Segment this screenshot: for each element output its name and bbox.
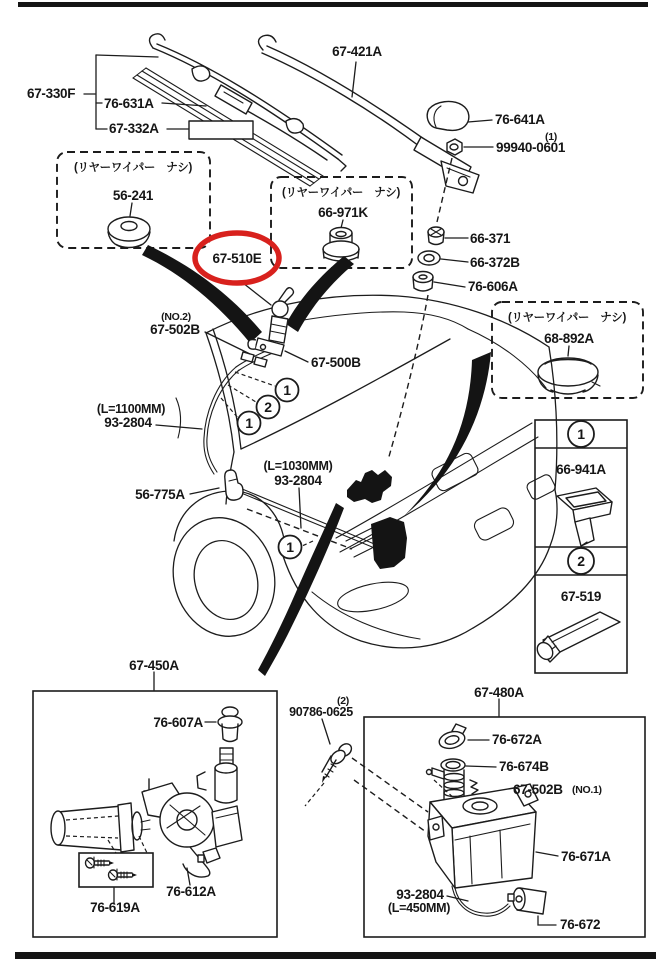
callout-1c: 1 [286, 539, 294, 555]
callout-2a: 2 [264, 399, 272, 415]
callout-1b: 1 [245, 415, 253, 431]
label-blade-rubber[interactable]: 67-332A [109, 121, 159, 136]
legend-num-2: 2 [577, 553, 585, 569]
label-blade-set[interactable]: 67-330F [27, 86, 76, 101]
label-tank-box-title[interactable]: 67-480A [474, 685, 524, 700]
label-hose-no2[interactable]: 67-502B [150, 322, 200, 337]
note-no-rear-wiper-3: (リヤーワイパー ナシ) [507, 312, 627, 324]
label-tube-front-len: (L=1100MM) [96, 402, 166, 416]
label-tube-rear-len: (L=1030MM) [263, 459, 333, 473]
label-highlight-67-510E[interactable]: 67-510E [212, 251, 262, 266]
label-hose-no2-note: (NO.2) [161, 311, 191, 323]
label-pivot-nut[interactable]: 99940-0601 [496, 140, 566, 155]
leader-tube-rear [299, 488, 301, 528]
label-grommet-76-607A[interactable]: 76-607A [153, 715, 203, 730]
label-pump-76-672[interactable]: 76-672 [560, 917, 601, 932]
note-no-rear-wiper-2: (リヤーワイパー ナシ) [281, 187, 401, 199]
label-blade[interactable]: 76-631A [104, 96, 154, 111]
leader-tube-front [156, 425, 202, 429]
label-cap-68-892A[interactable]: 68-892A [544, 331, 594, 346]
label-screw-qty: (2) [337, 695, 349, 707]
brace-tube-front [176, 398, 181, 438]
label-tank-76-671A[interactable]: 76-671A [561, 849, 611, 864]
label-cap-76-672A[interactable]: 76-672A [492, 732, 542, 747]
label-grommet-56-241[interactable]: 56-241 [112, 188, 154, 203]
label-tank-tube[interactable]: 93-2804 [396, 887, 444, 902]
label-pivot-grommet[interactable]: 76-606A [468, 279, 518, 294]
motor-box [33, 672, 277, 937]
label-pivot-spacer[interactable]: 66-372B [470, 255, 520, 270]
car-body-outline [159, 295, 557, 648]
label-screw-90786-0625[interactable]: 90786-0625 [289, 705, 353, 719]
label-clip-56-775A[interactable]: 56-775A [135, 487, 185, 502]
legend-part-66-941A[interactable]: 66-941A [556, 462, 606, 477]
label-joint-67-500B[interactable]: 67-500B [311, 355, 361, 370]
screw-callout-art [305, 719, 354, 806]
legend-table [534, 420, 627, 673]
legend-part-67-519[interactable]: 67-519 [560, 589, 602, 604]
label-hose-76-612A[interactable]: 76-612A [166, 884, 216, 899]
label-pivot-nut-qty: (1) [545, 131, 557, 143]
label-hose-no1[interactable]: 67-502B [513, 782, 563, 797]
label-pivot-cap[interactable]: 76-641A [495, 112, 545, 127]
label-tank-tube-len: (L=450MM) [387, 901, 451, 915]
label-hose-no1-note: (NO.1) [572, 784, 602, 796]
legend-num-1: 1 [577, 426, 585, 442]
label-packing-76-674B[interactable]: 76-674B [499, 759, 549, 774]
label-pivot-seal[interactable]: 66-371 [470, 231, 511, 246]
label-tube-front[interactable]: 93-2804 [104, 415, 152, 430]
label-bolt-kit-76-619A[interactable]: 76-619A [90, 900, 140, 915]
note-no-rear-wiper-1: (リヤーワイパー ナシ) [73, 162, 193, 174]
label-wiper-arm[interactable]: 67-421A [332, 44, 382, 59]
label-tube-rear[interactable]: 93-2804 [274, 473, 322, 488]
label-motor-box-title[interactable]: 67-450A [129, 658, 179, 673]
label-mount-66-971K[interactable]: 66-971K [318, 205, 368, 220]
callout-1a: 1 [283, 382, 291, 398]
